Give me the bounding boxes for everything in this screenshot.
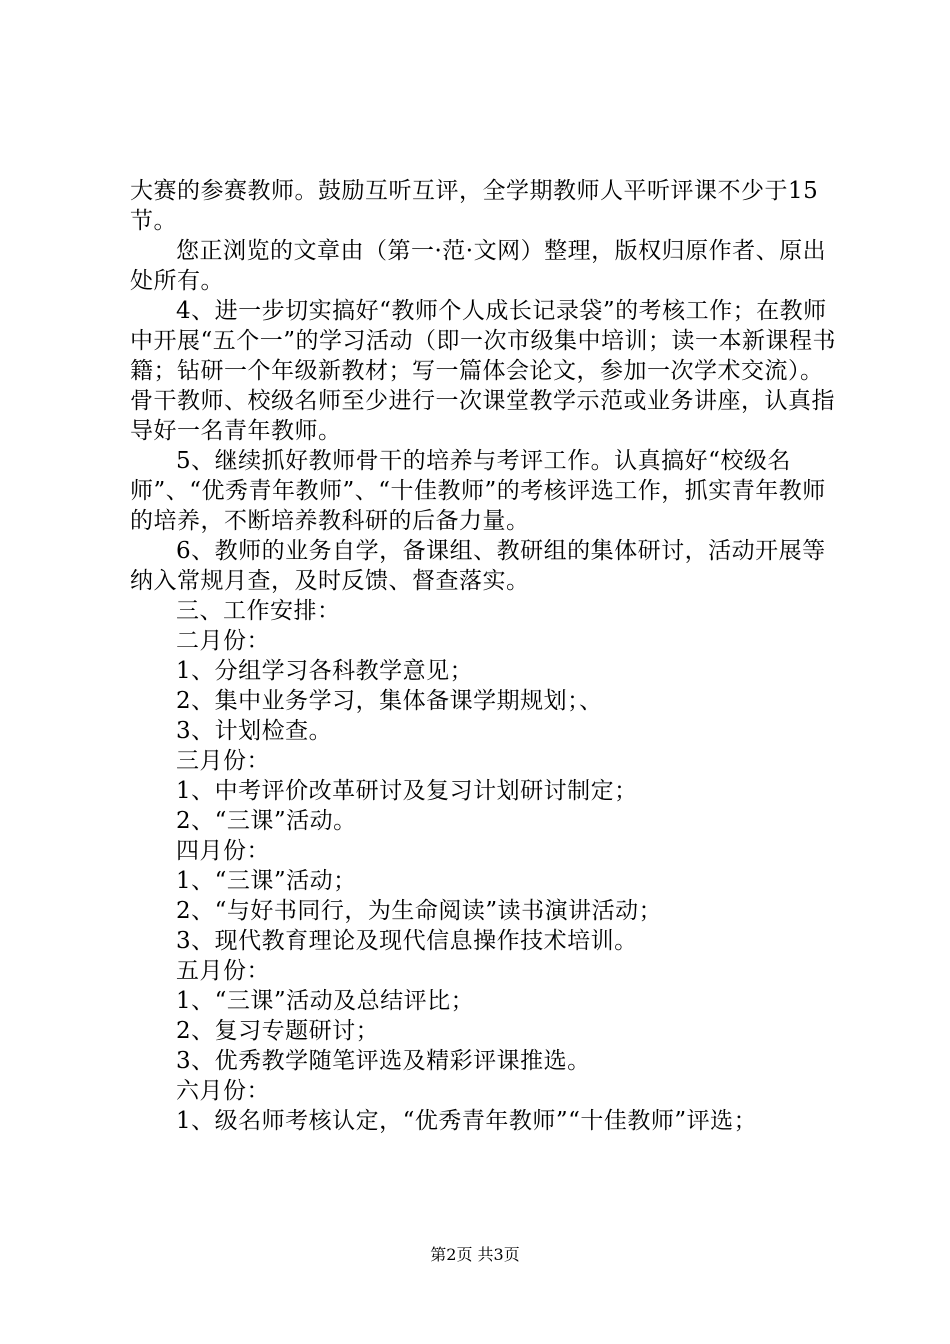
list-item: 2、复习专题研讨； bbox=[176, 1018, 380, 1044]
document-body bbox=[130, 176, 840, 1136]
paragraph: 大赛的参赛教师。鼓励互听互评，全学期教师人平听评课不少于15节。 bbox=[130, 178, 819, 234]
list-item: 3、现代教育理论及现代信息操作技术培训。 bbox=[176, 928, 638, 954]
list-item: 2、“三课”活动。 bbox=[176, 808, 357, 834]
paragraph: 4、进一步切实搞好“教师个人成长记录袋”的考核工作；在教师中开展“五个一”的学习活动（即一次市级集中培训；读一本新课程书籍；钻研一个年级新教材；写一篇体会论文，参加一次学术交流）。骨干教师、校级名师至少进行一次课堂教学示范或业务讲座，认真指导好一名青年教师。 bbox=[130, 298, 837, 444]
month-heading: 二月份： bbox=[176, 628, 270, 654]
list-item: 2、“与好书同行，为生命阅读”读书演讲活动； bbox=[176, 898, 663, 924]
paragraph: 您正浏览的文章由（第一·范·文网）整理，版权归原作者、原出处所有。 bbox=[130, 238, 827, 294]
list-item: 1、分组学习各科教学意见； bbox=[176, 658, 474, 684]
paragraph: 5、继续抓好教师骨干的培养与考评工作。认真搞好“校级名师”、“优秀青年教师”、“十佳教师”的考核评选工作，抓实青年教师的培养，不断培养教科研的后备力量。 bbox=[130, 448, 826, 534]
section-heading: 三、工作安排： bbox=[176, 598, 341, 624]
list-item: 3、计划检查。 bbox=[176, 718, 333, 744]
list-item: 1、中考评价改革研讨及复习计划研讨制定； bbox=[176, 778, 638, 804]
list-item: 1、“三课”活动及总结评比； bbox=[176, 988, 475, 1014]
page-number-footer: 第2页 共3页 bbox=[430, 1245, 520, 1264]
month-heading: 五月份： bbox=[176, 958, 270, 984]
list-item: 3、优秀教学随笔评选及精彩评课推选。 bbox=[176, 1048, 591, 1074]
list-item: 2、集中业务学习，集体备课学期规划；、 bbox=[176, 688, 603, 714]
month-heading: 三月份： bbox=[176, 748, 270, 774]
paragraph: 6、教师的业务自学，备课组、教研组的集体研讨，活动开展等纳入常规月查，及时反馈、督查落实。 bbox=[130, 538, 826, 594]
list-item: 1、级名师考核认定，“优秀青年教师”“十佳教师”评选； bbox=[176, 1108, 758, 1134]
month-heading: 四月份： bbox=[176, 838, 270, 864]
list-item: 1、“三课”活动； bbox=[176, 868, 357, 894]
month-heading: 六月份： bbox=[176, 1078, 270, 1104]
